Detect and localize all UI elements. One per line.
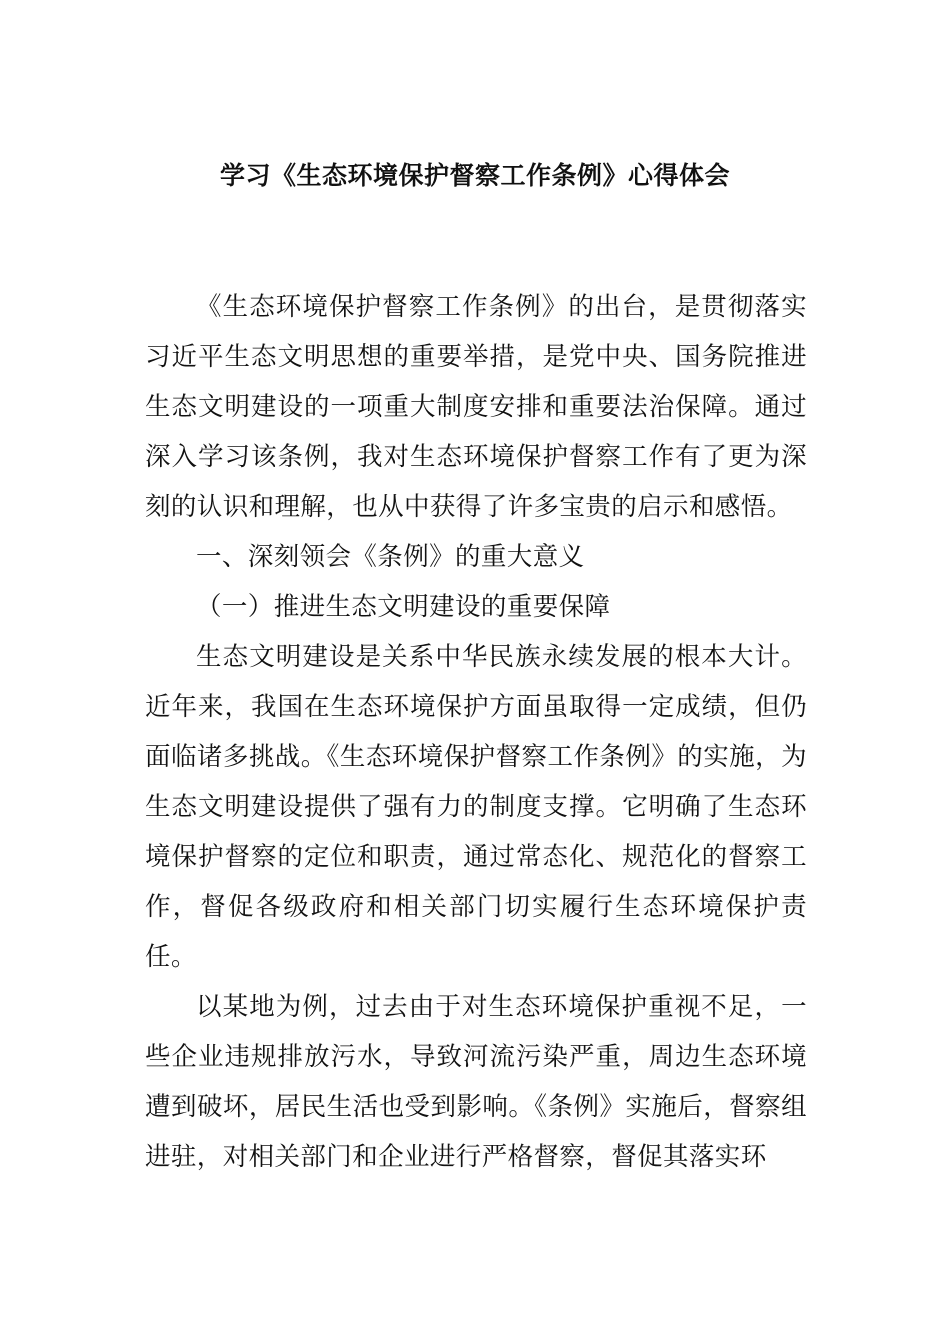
document-title: 学习《生态环境保护督察工作条例》心得体会 bbox=[219, 161, 730, 190]
paragraph-significance: 生态文明建设是关系中华民族永续发展的根本大计。近年来，我国在生态环境保护方面虽取得一定成绩，但仍面临诸多挑战。《生态环境保护督察工作条例》的实施，为生态文明建设提供了强有力的制度支撑。它明确了生态环境保护督察的定位和职责，通过常态化、规范化的督察工作，督促各级政府和相关部门切实履行生态环境保护责任。 bbox=[145, 642, 807, 972]
document-body bbox=[145, 282, 807, 1182]
subsection-heading-1: （一）推进生态文明建设的重要保障 bbox=[196, 592, 611, 622]
paragraph-example: 以某地为例，过去由于对生态环境保护重视不足，一些企业违规排放污水，导致河流污染严重，周边生态环境遭到破坏，居民生活也受到影响。《条例》实施后，督察组进驻，对相关部门和企业进行严格督察，督促其落实环 bbox=[145, 992, 807, 1172]
paragraph-intro: 《生态环境保护督察工作条例》的出台，是贯彻落实习近平生态文明思想的重要举措，是党中央、国务院推进生态文明建设的一项重大制度安排和重要法治保障。通过深入学习该条例，我对生态环境保护督察工作有了更为深刻的认识和理解，也从中获得了许多宝贵的启示和感悟。 bbox=[145, 292, 807, 522]
section-heading-1: 一、深刻领会《条例》的重大意义 bbox=[196, 542, 585, 572]
